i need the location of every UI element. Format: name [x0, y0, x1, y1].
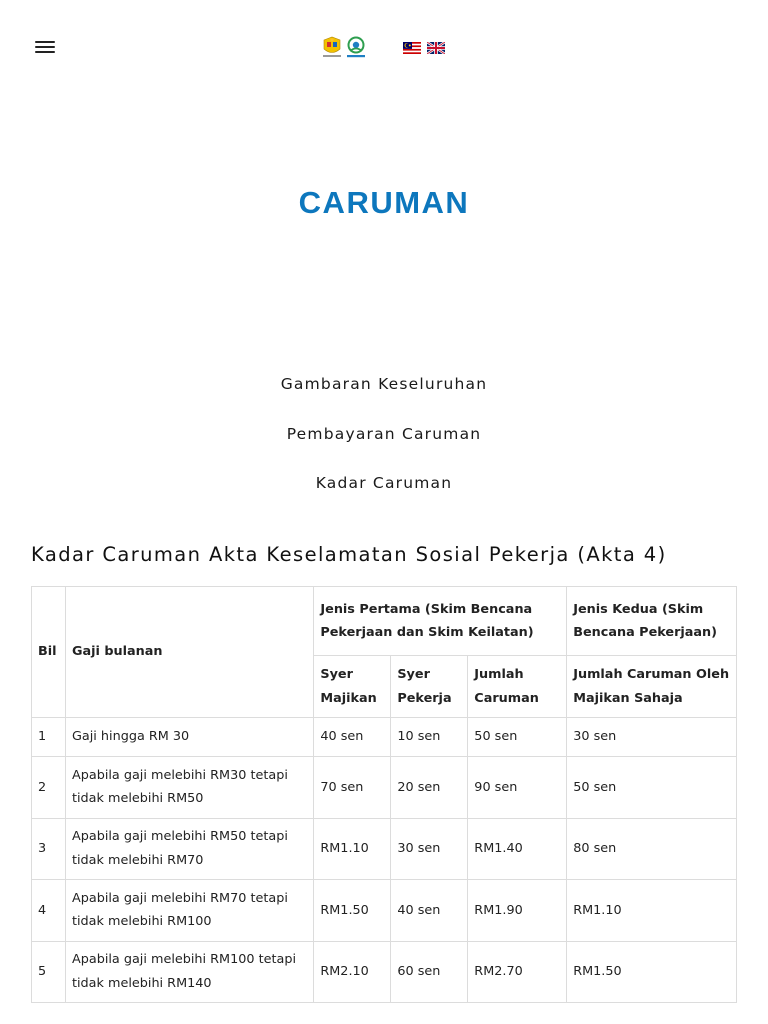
cell-syer-pekerja: 60 sen: [391, 941, 468, 1003]
cell-jumlah-majikan: RM1.10: [567, 880, 737, 942]
cell-bil: 5: [32, 941, 66, 1003]
malaysia-coat-of-arms-icon: [321, 36, 343, 60]
table-header-row: [32, 587, 737, 656]
header-syer-pekerja: Syer Pekerja: [391, 656, 468, 718]
table-row: [32, 718, 737, 757]
header-syer-majikan: Syer Majikan: [314, 656, 391, 718]
header-jumlah-majikan-sahaja: Jumlah Caruman Oleh Majikan Sahaja: [567, 656, 737, 718]
top-bar: [0, 0, 768, 96]
malaysia-flag-icon[interactable]: [403, 42, 421, 54]
cell-syer-majikan: 40 sen: [314, 718, 391, 757]
cell-syer-majikan: RM1.10: [314, 818, 391, 880]
header-jumlah-caruman: Jumlah Caruman: [468, 656, 567, 718]
table-row: [32, 757, 737, 819]
cell-bil: 3: [32, 818, 66, 880]
cell-gaji: Apabila gaji melebihi RM50 tetapi tidak melebihi RM70: [65, 818, 313, 880]
table-row: [32, 880, 737, 942]
cell-syer-pekerja: 40 sen: [391, 880, 468, 942]
cell-jumlah-caruman: RM1.40: [468, 818, 567, 880]
cell-jumlah-majikan: 30 sen: [567, 718, 737, 757]
header-bil: Bil: [32, 587, 66, 718]
header-jenis-kedua: Jenis Kedua (Skim Bencana Pekerjaan): [567, 587, 737, 656]
cell-jumlah-majikan: 80 sen: [567, 818, 737, 880]
cell-jumlah-caruman: RM2.70: [468, 941, 567, 1003]
cell-gaji: Gaji hingga RM 30: [65, 718, 313, 757]
cell-syer-majikan: 70 sen: [314, 757, 391, 819]
cell-bil: 2: [32, 757, 66, 819]
header-jenis-pertama: Jenis Pertama (Skim Bencana Pekerjaan dan Skim Keilatan): [314, 587, 567, 656]
cell-gaji: Apabila gaji melebihi RM70 tetapi tidak melebihi RM100: [65, 880, 313, 942]
table-row: [32, 941, 737, 1003]
contribution-rates-table: [31, 586, 737, 1003]
cell-gaji: Apabila gaji melebihi RM100 tetapi tidak melebihi RM140: [65, 941, 313, 1003]
cell-syer-pekerja: 10 sen: [391, 718, 468, 757]
cell-jumlah-majikan: RM1.50: [567, 941, 737, 1003]
table-row: [32, 818, 737, 880]
cell-syer-pekerja: 30 sen: [391, 818, 468, 880]
cell-syer-pekerja: 20 sen: [391, 757, 468, 819]
language-switcher: [403, 42, 445, 55]
cell-bil: 1: [32, 718, 66, 757]
page-title: CARUMAN: [298, 185, 470, 220]
cell-jumlah-majikan: 50 sen: [567, 757, 737, 819]
header-logos[interactable]: [321, 36, 367, 60]
perkeso-logo-icon: [345, 36, 367, 60]
cell-gaji: Apabila gaji melebihi RM30 tetapi tidak melebihi RM50: [65, 757, 313, 819]
cell-jumlah-caruman: 50 sen: [468, 718, 567, 757]
section-subnav: [0, 372, 768, 521]
header-gaji-bulanan: Gaji bulanan: [65, 587, 313, 718]
hamburger-icon[interactable]: [35, 40, 55, 54]
cell-bil: 4: [32, 880, 66, 942]
cell-jumlah-caruman: 90 sen: [468, 757, 567, 819]
section-heading: Kadar Caruman Akta Keselamatan Sosial Pekerja (Akta 4): [31, 543, 667, 566]
subnav-pembayaran-caruman[interactable]: Pembayaran Caruman: [286, 424, 482, 443]
subnav-gambaran-keseluruhan[interactable]: Gambaran Keseluruhan: [280, 375, 488, 393]
cell-syer-majikan: RM2.10: [314, 941, 391, 1003]
subnav-kadar-caruman[interactable]: Kadar Caruman: [315, 474, 453, 492]
cell-syer-majikan: RM1.50: [314, 880, 391, 942]
uk-flag-icon[interactable]: [427, 42, 445, 54]
cell-jumlah-caruman: RM1.90: [468, 880, 567, 942]
